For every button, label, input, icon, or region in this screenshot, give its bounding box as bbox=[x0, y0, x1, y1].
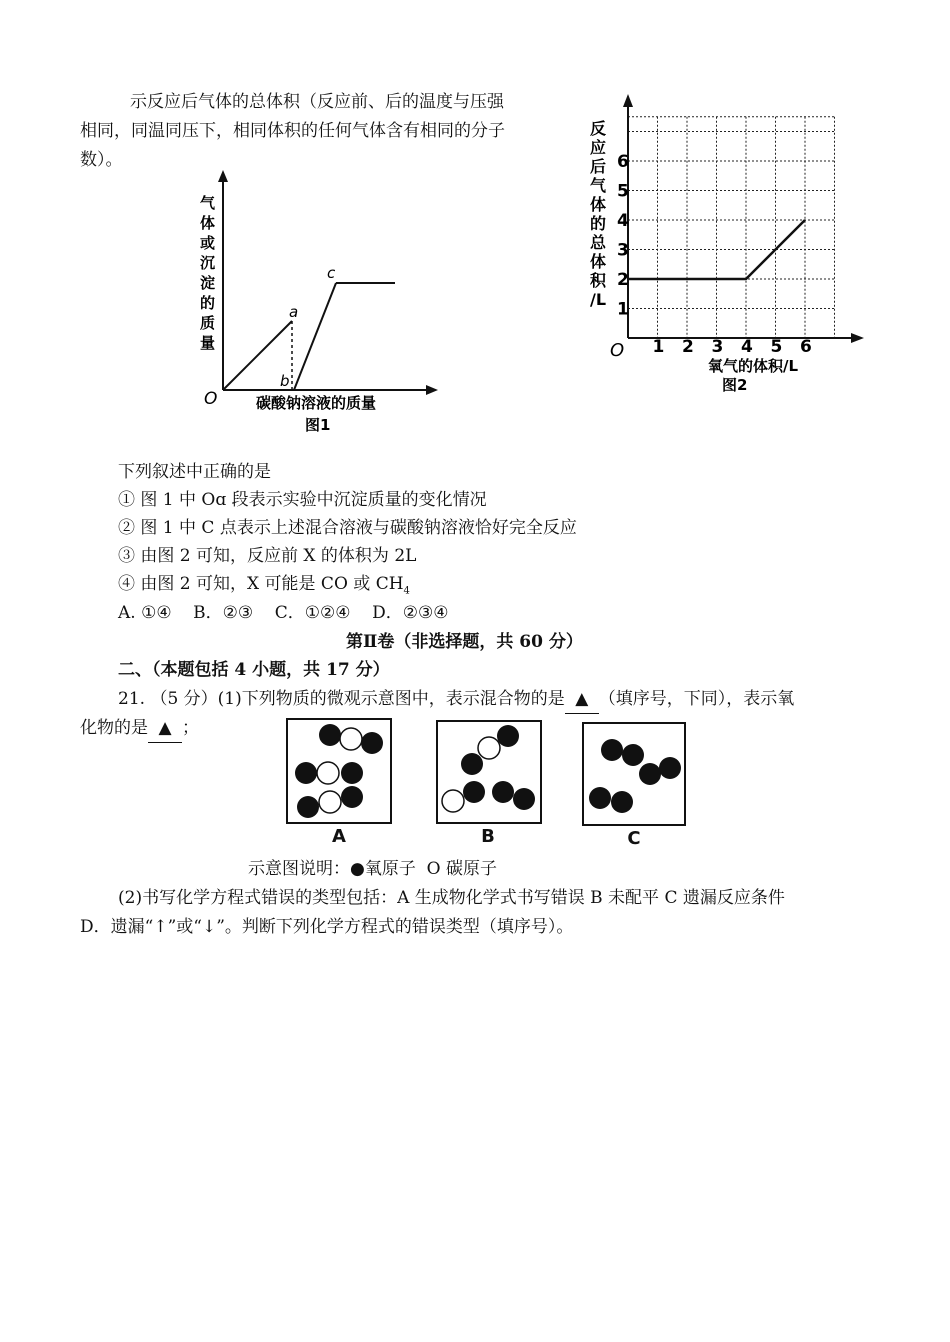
fig2-y-tick-label: 4 bbox=[617, 211, 629, 231]
figure-2 bbox=[580, 88, 870, 398]
fig1-y-label-char: 沉 bbox=[200, 254, 216, 272]
molecule-box-A bbox=[286, 718, 392, 824]
fig2-y-label-char: 积 bbox=[590, 271, 607, 290]
oxygen-atom bbox=[341, 786, 363, 808]
oxygen-atom bbox=[513, 788, 535, 810]
fig2-y-arrow bbox=[623, 94, 633, 107]
fig2-y-label-char: 气 bbox=[590, 176, 607, 195]
fig1-y-label-char: 质 bbox=[200, 314, 216, 332]
q21-line-2 bbox=[80, 714, 199, 743]
statement-1: ① 图 1 中 Oɑ 段表示实验中沉淀质量的变化情况 bbox=[118, 490, 487, 510]
answer-blank-oxide[interactable]: ▲ bbox=[148, 714, 182, 743]
fig1-y-label-char: 淀 bbox=[200, 274, 216, 292]
fig1-y-arrow bbox=[218, 170, 228, 182]
fig1-y-label-char: 气 bbox=[200, 194, 216, 212]
fig2-y-tick-label: 3 bbox=[617, 240, 629, 261]
oxygen-atom bbox=[601, 739, 623, 761]
carbon-atom bbox=[478, 737, 500, 759]
fig2-y-tick-label: 5 bbox=[617, 181, 629, 202]
fig2-y-label-char: 应 bbox=[590, 138, 607, 157]
q21-text-3: 化物的是 bbox=[80, 718, 148, 738]
oxygen-atom bbox=[611, 791, 633, 813]
oxygen-atom bbox=[659, 757, 681, 779]
q21-part2-line-1: (2)书写化学方程式错误的类型包括：A 生成物化学式书写错误 B 未配平 C 遗漏反应条件 bbox=[118, 888, 785, 908]
oxygen-atom bbox=[463, 781, 485, 803]
fig1-y-label-char: 量 bbox=[200, 334, 216, 352]
fig2-x-label: 氧气的体积/L bbox=[708, 357, 799, 375]
fig1-y-label-char: 的 bbox=[200, 294, 216, 312]
fig2-y-label-char: 的 bbox=[590, 214, 607, 233]
fig1-y-label-char: 体 bbox=[200, 214, 216, 232]
fig2-y-label-char: /L bbox=[590, 290, 607, 309]
statement-3: ③ 由图 2 可知，反应前 X 的体积为 2L bbox=[118, 546, 417, 566]
fig2-y-label-char: 后 bbox=[590, 157, 607, 176]
diagram-legend: 示意图说明：●氧原子 O 碳原子 bbox=[248, 859, 497, 879]
molecule-box-B bbox=[436, 720, 542, 824]
oxygen-atom bbox=[492, 781, 514, 803]
oxygen-atom bbox=[639, 763, 661, 785]
fig1-caption: 图1 bbox=[305, 416, 331, 434]
fig1-y-label-char: 或 bbox=[200, 234, 216, 252]
statement-2: ② 图 1 中 C 点表示上述混合溶液与碳酸钠溶液恰好完全反应 bbox=[118, 518, 577, 538]
q21-line-1 bbox=[118, 685, 794, 714]
oxygen-atom bbox=[461, 753, 483, 775]
carbon-atom bbox=[319, 791, 341, 813]
figure-1 bbox=[190, 168, 450, 438]
carbon-atom bbox=[340, 728, 362, 750]
oxygen-atom bbox=[589, 787, 611, 809]
fig1-x-arrow bbox=[426, 385, 438, 395]
q21-text-4: ； bbox=[182, 718, 199, 738]
oxygen-atom bbox=[319, 724, 341, 746]
answer-blank-mixture[interactable]: ▲ bbox=[565, 685, 599, 714]
question-stem: 下列叙述中正确的是 bbox=[118, 462, 271, 482]
fig2-y-tick-label: 2 bbox=[617, 270, 629, 290]
fig2-y-label-char: 反 bbox=[590, 119, 607, 138]
fig2-x-tick-label: 5 bbox=[770, 337, 783, 357]
part-heading: 二、（本题包括 4 小题，共 17 分） bbox=[118, 660, 390, 680]
statement-4-text: ④ 由图 2 可知，X 可能是 CO 或 CH bbox=[118, 574, 404, 594]
statement-4-subscript: 4 bbox=[403, 585, 410, 597]
intro-line-1: 示反应后气体的总体积（反应前、后的温度与压强 bbox=[130, 92, 504, 112]
intro-line-2: 相同，同温同压下，相同体积的任何气体含有相同的分子 bbox=[80, 121, 505, 141]
fig2-y-label-char: 总 bbox=[590, 233, 607, 252]
section-title: 第Ⅱ卷（非选择题，共 60 分） bbox=[346, 632, 583, 652]
q21-text-1: 21. （5 分）(1)下列物质的微观示意图中，表示混合物的是 bbox=[118, 689, 565, 709]
fig1-point-b: b bbox=[280, 372, 290, 390]
oxygen-atom bbox=[341, 762, 363, 784]
fig2-x-tick-label: 1 bbox=[652, 337, 665, 357]
fig1-segment-bc bbox=[294, 283, 336, 390]
carbon-atom bbox=[442, 790, 464, 812]
oxygen-atom bbox=[361, 732, 383, 754]
q21-part2-line-2: D．遗漏“↑”或“↓”。判断下列化学方程式的错误类型（填序号）。 bbox=[80, 917, 574, 937]
fig1-origin: O bbox=[204, 389, 218, 409]
fig1-point-c: c bbox=[327, 264, 336, 282]
fig2-x-tick-label: 3 bbox=[711, 337, 724, 357]
q21-text-2: （填序号，下同），表示氧 bbox=[598, 689, 795, 709]
molecule-box-C bbox=[582, 722, 686, 826]
fig2-y-tick-label: 6 bbox=[617, 152, 629, 172]
oxygen-atom bbox=[622, 744, 644, 766]
box-label-A: A bbox=[332, 826, 346, 847]
fig2-x-tick-label: 2 bbox=[682, 337, 694, 357]
oxygen-atom bbox=[295, 762, 317, 784]
carbon-atom bbox=[317, 762, 339, 784]
fig2-x-arrow bbox=[851, 333, 864, 343]
fig2-y-label-char: 体 bbox=[590, 252, 607, 271]
oxygen-atom bbox=[297, 796, 319, 818]
fig2-x-tick-label: 6 bbox=[800, 337, 812, 357]
fig2-y-label-char: 体 bbox=[590, 195, 607, 214]
fig1-x-label: 碳酸钠溶液的质量 bbox=[256, 394, 377, 412]
box-label-B: B bbox=[481, 826, 495, 847]
answer-options: A. ①④ B．②③ C．①②④ D．②③④ bbox=[118, 603, 449, 623]
fig2-caption: 图2 bbox=[722, 376, 748, 394]
fig2-y-tick-label: 1 bbox=[617, 299, 629, 320]
fig2-origin: O bbox=[610, 340, 625, 361]
box-label-C: C bbox=[627, 828, 641, 849]
oxygen-atom bbox=[497, 725, 519, 747]
intro-line-3: 数）。 bbox=[80, 150, 123, 170]
fig1-point-a: a bbox=[289, 303, 299, 321]
fig2-x-tick-label: 4 bbox=[741, 337, 753, 357]
